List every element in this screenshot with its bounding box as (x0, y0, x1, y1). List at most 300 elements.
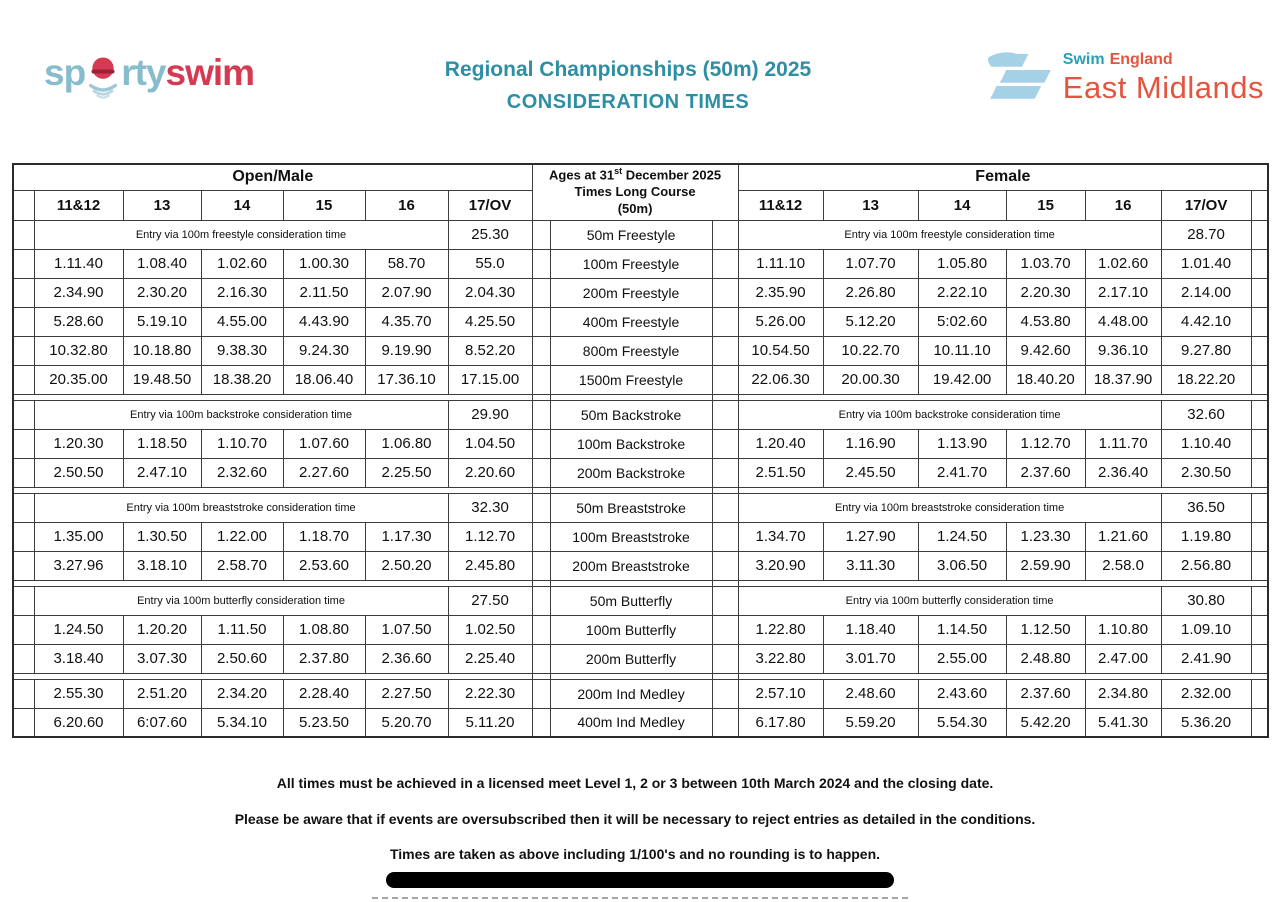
edge-cell (712, 586, 738, 615)
edge-cell (712, 307, 738, 336)
edge-cell (1251, 429, 1268, 458)
female-time-cell: 20.00.30 (823, 365, 918, 394)
male-time-cell: 1.11.50 (201, 615, 283, 644)
event-name-cell: 100m Backstroke (550, 429, 712, 458)
edge-cell (1251, 615, 1268, 644)
sportyswim-logo-text: sp (44, 52, 86, 93)
event-name-cell: 100m Freestyle (550, 249, 712, 278)
event-name-cell: 200m Butterfly (550, 644, 712, 673)
female-time-cell: 3.06.50 (918, 551, 1006, 580)
male-time-cell: 2.25.50 (365, 458, 448, 487)
edge-cell (532, 220, 550, 249)
male-time-cell: 5.28.60 (34, 307, 123, 336)
female-time-cell: 1.20.40 (738, 429, 823, 458)
female-time-cell: 2.43.60 (918, 679, 1006, 708)
female-time-cell: 5.26.00 (738, 307, 823, 336)
edge-cell (1251, 586, 1268, 615)
female-time-cell: 1.27.90 (823, 522, 918, 551)
edge-cell (712, 336, 738, 365)
male-time-cell: 2.50.20 (365, 551, 448, 580)
female-time-cell: 1.14.50 (918, 615, 1006, 644)
male-time-cell: 3.18.40 (34, 644, 123, 673)
female-time-cell: 3.11.30 (823, 551, 918, 580)
edge-cell (13, 249, 34, 278)
female-qualify-note-cell: Entry via 100m backstroke consideration time (738, 400, 1161, 429)
female-time-cell: 2.41.90 (1161, 644, 1251, 673)
male-time-cell: 2.20.60 (448, 458, 532, 487)
male-time-cell: 29.90 (448, 400, 532, 429)
male-time-cell: 1.22.00 (201, 522, 283, 551)
male-time-cell: 55.0 (448, 249, 532, 278)
male-time-cell: 2.28.40 (283, 679, 365, 708)
event-name-cell: 100m Butterfly (550, 615, 712, 644)
male-time-cell: 1.20.30 (34, 429, 123, 458)
footer-note-1: All times must be achieved in a licensed meet Level 1, 2 or 3 between 10th March 2024 and the closing date. (276, 775, 994, 791)
female-time-cell: 1.03.70 (1006, 249, 1085, 278)
male-time-cell: 2.07.90 (365, 278, 448, 307)
female-time-cell: 9.42.60 (1006, 336, 1085, 365)
male-time-cell: 2.34.90 (34, 278, 123, 307)
event-row (13, 644, 1268, 673)
female-time-cell: 2.37.60 (1006, 679, 1085, 708)
edge-cell (1251, 679, 1268, 708)
female-time-cell: 1.10.80 (1085, 615, 1161, 644)
male-time-cell: 18.38.20 (201, 365, 283, 394)
female-time-cell: 2.20.30 (1006, 278, 1085, 307)
female-time-cell: 32.60 (1161, 400, 1251, 429)
male-time-cell: 5.34.10 (201, 708, 283, 737)
male-time-cell: 1.04.50 (448, 429, 532, 458)
edge-cell (532, 679, 550, 708)
male-time-cell: 1.02.50 (448, 615, 532, 644)
edge-cell (1251, 400, 1268, 429)
edge-cell (1251, 278, 1268, 307)
male-time-cell: 5.19.10 (123, 307, 201, 336)
edge-cell (1251, 458, 1268, 487)
female-time-cell: 28.70 (1161, 220, 1251, 249)
male-time-cell: 1.18.70 (283, 522, 365, 551)
male-time-cell: 2.16.30 (201, 278, 283, 307)
middle-header-line3: (50m) (617, 201, 653, 217)
edge-cell (13, 429, 34, 458)
male-time-cell: 2.50.60 (201, 644, 283, 673)
event-name-cell: 50m Breaststroke (550, 493, 712, 522)
female-time-cell: 3.01.70 (823, 644, 918, 673)
edge-cell (532, 336, 550, 365)
male-time-cell: 1.00.30 (283, 249, 365, 278)
edge-cell (1251, 644, 1268, 673)
event-row (13, 249, 1268, 278)
female-time-cell: 4.42.10 (1161, 307, 1251, 336)
edge-cell (532, 400, 550, 429)
male-qualify-note-cell: Entry via 100m breaststroke consideration time (34, 493, 448, 522)
event-name-cell: 100m Breaststroke (550, 522, 712, 551)
edge-cell (712, 458, 738, 487)
male-age-column-header: 17/OV (448, 190, 532, 220)
female-time-cell: 1.05.80 (918, 249, 1006, 278)
male-time-cell: 2.47.10 (123, 458, 201, 487)
female-time-cell: 9.36.10 (1085, 336, 1161, 365)
female-time-cell: 2.48.60 (823, 679, 918, 708)
female-time-cell: 1.12.50 (1006, 615, 1085, 644)
male-time-cell: 1.20.20 (123, 615, 201, 644)
female-time-cell: 2.45.50 (823, 458, 918, 487)
female-time-cell: 4.53.80 (1006, 307, 1085, 336)
female-time-cell: 18.37.90 (1085, 365, 1161, 394)
female-age-column-header: 14 (918, 190, 1006, 220)
middle-header-line1: Ages at 31st December 2025 (549, 166, 722, 183)
male-time-cell: 1.07.50 (365, 615, 448, 644)
edge-cell (712, 365, 738, 394)
male-time-cell: 1.30.50 (123, 522, 201, 551)
male-time-cell: 1.08.80 (283, 615, 365, 644)
edge-cell (1251, 522, 1268, 551)
female-time-cell: 2.59.90 (1006, 551, 1085, 580)
event-name-cell: 400m Ind Medley (550, 708, 712, 737)
edge-cell (532, 615, 550, 644)
edge-cell (532, 493, 550, 522)
male-qualify-note-cell: Entry via 100m backstroke consideration time (34, 400, 448, 429)
male-age-column-header: 11&12 (34, 190, 123, 220)
female-time-cell: 1.24.50 (918, 522, 1006, 551)
male-time-cell: 4.55.00 (201, 307, 283, 336)
male-time-cell: 2.34.20 (201, 679, 283, 708)
male-time-cell: 3.18.10 (123, 551, 201, 580)
redacted-bar (386, 872, 894, 888)
event-row (13, 615, 1268, 644)
male-qualify-note-cell: Entry via 100m butterfly consideration time (34, 586, 448, 615)
edge-cell (532, 522, 550, 551)
edge-cell (13, 551, 34, 580)
edge-cell (712, 400, 738, 429)
female-time-cell: 6.17.80 (738, 708, 823, 737)
male-time-cell: 17.15.00 (448, 365, 532, 394)
edge-cell (712, 644, 738, 673)
male-time-cell: 2.37.80 (283, 644, 365, 673)
male-time-cell: 2.32.60 (201, 458, 283, 487)
female-time-cell: 1.34.70 (738, 522, 823, 551)
event-row (13, 278, 1268, 307)
male-time-cell: 9.24.30 (283, 336, 365, 365)
male-time-cell: 1.06.80 (365, 429, 448, 458)
female-time-cell: 2.51.50 (738, 458, 823, 487)
female-age-column-header: 11&12 (738, 190, 823, 220)
event-name-cell: 200m Freestyle (550, 278, 712, 307)
female-age-column-header: 17/OV (1161, 190, 1251, 220)
edge-cell (13, 278, 34, 307)
female-time-cell: 30.80 (1161, 586, 1251, 615)
edge-cell (532, 551, 550, 580)
edge-cell (13, 586, 34, 615)
male-age-column-header: 14 (201, 190, 283, 220)
edge-cell (532, 708, 550, 737)
event-row (13, 307, 1268, 336)
sportyswim-logo-text: rty (121, 52, 166, 93)
male-time-cell: 58.70 (365, 249, 448, 278)
female-time-cell: 2.32.00 (1161, 679, 1251, 708)
male-time-cell: 1.35.00 (34, 522, 123, 551)
edge-cell (13, 493, 34, 522)
female-time-cell: 1.11.70 (1085, 429, 1161, 458)
female-time-cell: 18.40.20 (1006, 365, 1085, 394)
event-row (13, 679, 1268, 708)
male-time-cell: 9.38.30 (201, 336, 283, 365)
female-time-cell: 2.48.80 (1006, 644, 1085, 673)
male-time-cell: 27.50 (448, 586, 532, 615)
edge-cell (712, 220, 738, 249)
female-time-cell: 2.41.70 (918, 458, 1006, 487)
edge-cell (1251, 307, 1268, 336)
female-time-cell: 5.59.20 (823, 708, 918, 737)
female-time-cell: 5.12.20 (823, 307, 918, 336)
edge-cell (13, 190, 34, 220)
edge-cell (532, 249, 550, 278)
edge-cell (532, 365, 550, 394)
edge-cell (532, 644, 550, 673)
female-time-cell: 2.14.00 (1161, 278, 1251, 307)
female-time-cell: 10.22.70 (823, 336, 918, 365)
event-row (13, 493, 1268, 522)
female-time-cell: 1.23.30 (1006, 522, 1085, 551)
female-age-column-header: 13 (823, 190, 918, 220)
cut-off-text-remnant (372, 897, 908, 899)
male-time-cell: 1.12.70 (448, 522, 532, 551)
edge-cell (1251, 190, 1268, 220)
male-time-cell: 2.04.30 (448, 278, 532, 307)
swim-england-region: East Midlands (1062, 69, 1264, 105)
event-row (13, 220, 1268, 249)
female-time-cell: 1.19.80 (1161, 522, 1251, 551)
female-time-cell: 2.26.80 (823, 278, 918, 307)
female-time-cell: 2.36.40 (1085, 458, 1161, 487)
male-time-cell: 6:07.60 (123, 708, 201, 737)
female-time-cell: 1.09.10 (1161, 615, 1251, 644)
female-time-cell: 2.35.90 (738, 278, 823, 307)
title-subheading: CONSIDERATION TIMES (506, 91, 750, 113)
female-time-cell: 36.50 (1161, 493, 1251, 522)
event-row (13, 365, 1268, 394)
female-time-cell: 1.16.90 (823, 429, 918, 458)
female-qualify-note-cell: Entry via 100m freestyle consideration time (738, 220, 1161, 249)
female-time-cell: 1.01.40 (1161, 249, 1251, 278)
edge-cell (532, 429, 550, 458)
middle-header-line2: Times Long Course (574, 184, 696, 200)
male-time-cell: 32.30 (448, 493, 532, 522)
female-time-cell: 18.22.20 (1161, 365, 1251, 394)
female-time-cell: 5.36.20 (1161, 708, 1251, 737)
event-row (13, 400, 1268, 429)
edge-cell (1251, 336, 1268, 365)
female-time-cell: 2.34.80 (1085, 679, 1161, 708)
male-time-cell: 19.48.50 (123, 365, 201, 394)
edge-cell (1251, 365, 1268, 394)
edge-cell (532, 307, 550, 336)
male-time-cell: 1.07.60 (283, 429, 365, 458)
female-time-cell: 5:02.60 (918, 307, 1006, 336)
times-table-body (13, 220, 1268, 737)
male-time-cell: 1.18.50 (123, 429, 201, 458)
swim-england-text (1063, 51, 1264, 106)
swim-england-word-swim: Swim (1062, 50, 1105, 68)
edge-cell (712, 493, 738, 522)
edge-cell (712, 679, 738, 708)
edge-cell (532, 586, 550, 615)
group-header-row (13, 164, 1268, 190)
male-time-cell: 1.11.40 (34, 249, 123, 278)
female-time-cell: 10.54.50 (738, 336, 823, 365)
male-time-cell: 2.11.50 (283, 278, 365, 307)
female-time-cell: 5.42.20 (1006, 708, 1085, 737)
female-age-column-header: 15 (1006, 190, 1085, 220)
female-time-cell: 1.12.70 (1006, 429, 1085, 458)
edge-cell (712, 278, 738, 307)
female-time-cell: 1.02.60 (1085, 249, 1161, 278)
male-time-cell: 2.51.20 (123, 679, 201, 708)
male-time-cell: 3.07.30 (123, 644, 201, 673)
event-row (13, 551, 1268, 580)
female-group-header: Female (738, 164, 1268, 190)
male-time-cell: 1.24.50 (34, 615, 123, 644)
edge-cell (1251, 708, 1268, 737)
swim-england-mark-icon (981, 46, 1055, 110)
edge-cell (1251, 551, 1268, 580)
edge-cell (13, 615, 34, 644)
male-time-cell: 6.20.60 (34, 708, 123, 737)
male-time-cell: 1.02.60 (201, 249, 283, 278)
male-time-cell: 2.25.40 (448, 644, 532, 673)
male-time-cell: 8.52.20 (448, 336, 532, 365)
male-time-cell: 9.19.90 (365, 336, 448, 365)
male-qualify-note-cell: Entry via 100m freestyle consideration time (34, 220, 448, 249)
edge-cell (13, 458, 34, 487)
event-row (13, 522, 1268, 551)
female-time-cell: 5.54.30 (918, 708, 1006, 737)
male-time-cell: 5.11.20 (448, 708, 532, 737)
event-row (13, 336, 1268, 365)
male-time-cell: 20.35.00 (34, 365, 123, 394)
female-time-cell: 10.11.10 (918, 336, 1006, 365)
male-group-header: Open/Male (13, 164, 532, 190)
event-row (13, 586, 1268, 615)
event-row (13, 458, 1268, 487)
male-time-cell: 2.22.30 (448, 679, 532, 708)
male-time-cell: 2.58.70 (201, 551, 283, 580)
female-time-cell: 1.07.70 (823, 249, 918, 278)
female-time-cell: 2.30.50 (1161, 458, 1251, 487)
edge-cell (532, 278, 550, 307)
edge-cell (13, 365, 34, 394)
female-time-cell: 2.37.60 (1006, 458, 1085, 487)
edge-cell (1251, 493, 1268, 522)
female-time-cell: 2.22.10 (918, 278, 1006, 307)
female-time-cell: 1.10.40 (1161, 429, 1251, 458)
male-time-cell: 1.17.30 (365, 522, 448, 551)
edge-cell (1251, 220, 1268, 249)
edge-cell (712, 522, 738, 551)
male-time-cell: 10.18.80 (123, 336, 201, 365)
female-time-cell: 3.22.80 (738, 644, 823, 673)
edge-cell (13, 708, 34, 737)
edge-cell (13, 400, 34, 429)
female-time-cell: 1.18.40 (823, 615, 918, 644)
female-time-cell: 1.13.90 (918, 429, 1006, 458)
swim-england-word-england: England (1109, 50, 1173, 68)
title-event: Regional Championships (50m) 2025 (444, 58, 812, 81)
event-name-cell: 200m Breaststroke (550, 551, 712, 580)
event-name-cell: 200m Ind Medley (550, 679, 712, 708)
edge-cell (13, 522, 34, 551)
event-name-cell: 50m Backstroke (550, 400, 712, 429)
event-row (13, 429, 1268, 458)
male-time-cell: 2.45.80 (448, 551, 532, 580)
male-time-cell: 3.27.96 (34, 551, 123, 580)
event-name-cell: 1500m Freestyle (550, 365, 712, 394)
male-age-column-header: 15 (283, 190, 365, 220)
edge-cell (13, 644, 34, 673)
male-time-cell: 25.30 (448, 220, 532, 249)
male-time-cell: 2.53.60 (283, 551, 365, 580)
swim-england-logo (981, 46, 1264, 110)
male-time-cell: 5.23.50 (283, 708, 365, 737)
female-time-cell: 2.55.00 (918, 644, 1006, 673)
edge-cell (13, 679, 34, 708)
male-time-cell: 2.27.60 (283, 458, 365, 487)
female-time-cell: 22.06.30 (738, 365, 823, 394)
event-row (13, 708, 1268, 737)
female-time-cell: 3.20.90 (738, 551, 823, 580)
female-time-cell: 1.21.60 (1085, 522, 1161, 551)
event-name-cell: 400m Freestyle (550, 307, 712, 336)
female-time-cell: 2.56.80 (1161, 551, 1251, 580)
middle-header (532, 164, 738, 220)
edge-cell (1251, 249, 1268, 278)
edge-cell (532, 458, 550, 487)
male-time-cell: 2.36.60 (365, 644, 448, 673)
male-time-cell: 1.10.70 (201, 429, 283, 458)
edge-cell (13, 220, 34, 249)
male-age-column-header: 13 (123, 190, 201, 220)
male-time-cell: 2.27.50 (365, 679, 448, 708)
edge-cell (712, 429, 738, 458)
edge-cell (712, 551, 738, 580)
female-time-cell: 4.48.00 (1085, 307, 1161, 336)
event-name-cell: 200m Backstroke (550, 458, 712, 487)
male-time-cell: 2.50.50 (34, 458, 123, 487)
edge-cell (712, 615, 738, 644)
event-name-cell: 50m Butterfly (550, 586, 712, 615)
male-time-cell: 4.35.70 (365, 307, 448, 336)
sportyswim-logo-text: swim (165, 52, 255, 93)
footer-note-2: Please be aware that if events are oversubscribed then it will be necessary to reject entries as detailed in the conditions. (234, 811, 1036, 827)
female-time-cell: 9.27.80 (1161, 336, 1251, 365)
male-time-cell: 4.25.50 (448, 307, 532, 336)
female-time-cell: 2.57.10 (738, 679, 823, 708)
male-time-cell: 1.08.40 (123, 249, 201, 278)
female-time-cell: 2.58.0 (1085, 551, 1161, 580)
female-time-cell: 2.17.10 (1085, 278, 1161, 307)
event-name-cell: 50m Freestyle (550, 220, 712, 249)
edge-cell (13, 336, 34, 365)
female-time-cell: 19.42.00 (918, 365, 1006, 394)
male-time-cell: 2.55.30 (34, 679, 123, 708)
female-time-cell: 5.41.30 (1085, 708, 1161, 737)
edge-cell (712, 249, 738, 278)
male-age-column-header: 16 (365, 190, 448, 220)
female-time-cell: 1.11.10 (738, 249, 823, 278)
male-time-cell: 5.20.70 (365, 708, 448, 737)
male-time-cell: 4.43.90 (283, 307, 365, 336)
female-time-cell: 2.47.00 (1085, 644, 1161, 673)
